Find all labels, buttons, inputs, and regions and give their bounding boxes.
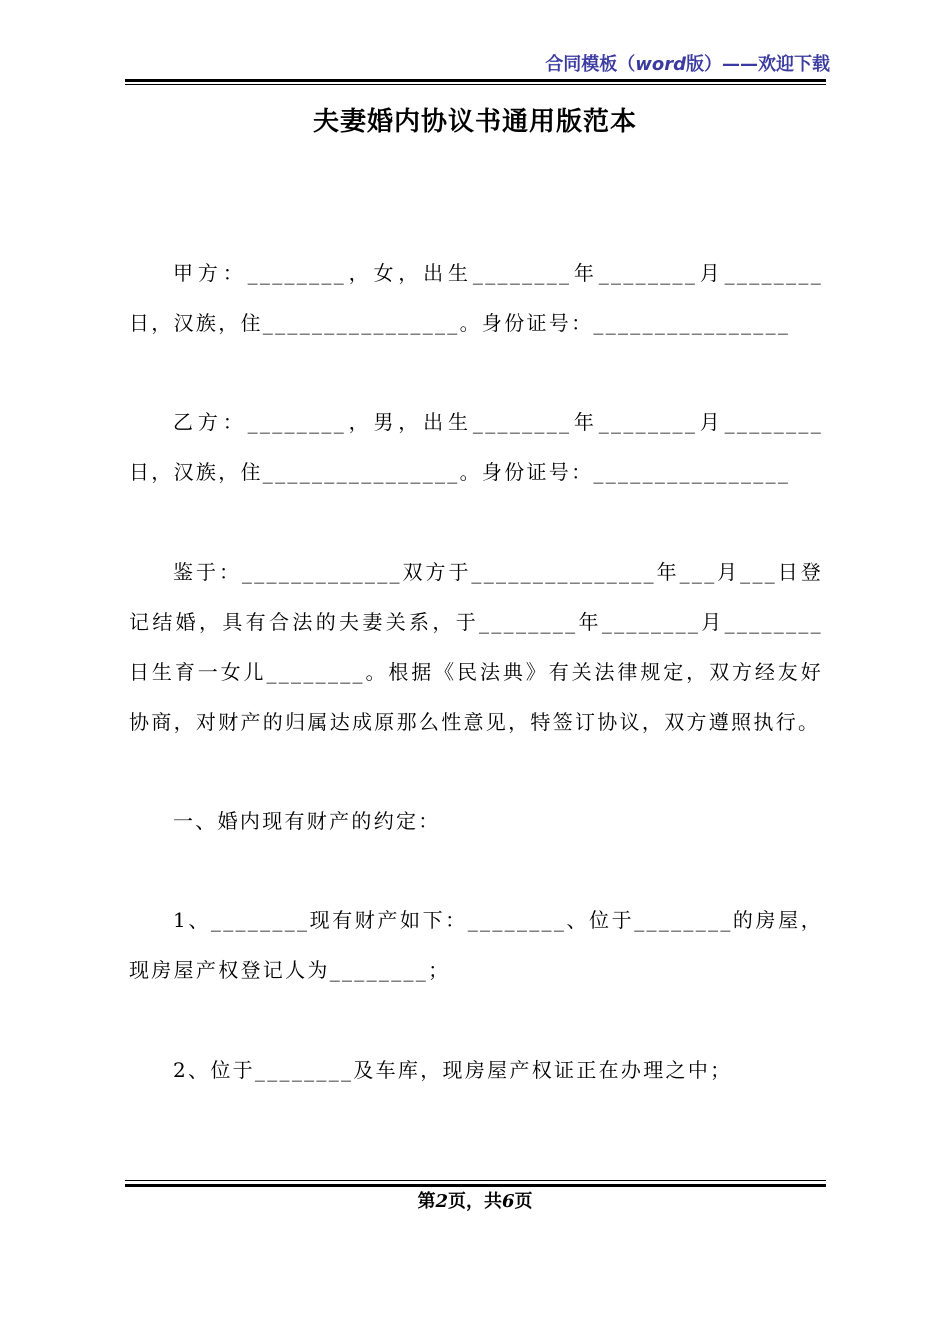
page-current: 2 <box>435 1191 448 1212</box>
page-prefix: 第 <box>417 1191 436 1212</box>
section-heading: 一、婚内现有财产的约定： <box>173 809 441 833</box>
header-prefix: 合同模板（ <box>545 54 636 75</box>
party-b-paragraph: 乙方：________，男，出生________年________月________日，汉族，住________________。身份证号：________________ <box>129 410 823 484</box>
footer-rule-thin <box>125 1180 826 1181</box>
header-banner <box>545 50 830 76</box>
whereas-paragraph: 鉴于：_____________双方于_______________年___月___日登记结婚，具有合法的夫妻关系，于________年________月________日生育一女儿________。根据《民法典》有关法律规定，双方经友好协商，对财产的归属达成原那么性意见，特签订协议，双方遵照执行。 <box>129 560 823 734</box>
clause-2-paragraph: 2、位于________及车库，现房屋产权证正在办理之中； <box>173 1058 733 1082</box>
clause-1-paragraph: 1、________现有财产如下：________、位于________的房屋，现房屋产权登记人为________； <box>129 908 823 982</box>
page-suffix: 页 <box>514 1191 533 1212</box>
document-title: 夫妻婚内协议书通用版范本 <box>312 107 637 137</box>
page-total: 6 <box>502 1191 515 1212</box>
header-suffix: 版）——欢迎下载 <box>686 54 830 75</box>
page-mid: 页，共 <box>448 1191 502 1212</box>
header-rule-thin <box>125 84 826 85</box>
header-rule-thick <box>125 79 826 82</box>
header-word: word <box>635 54 686 75</box>
party-a-paragraph: 甲方：________，女，出生________年________月________日，汉族，住________________。身份证号：________________ <box>129 261 823 335</box>
page-indicator <box>0 1187 950 1213</box>
